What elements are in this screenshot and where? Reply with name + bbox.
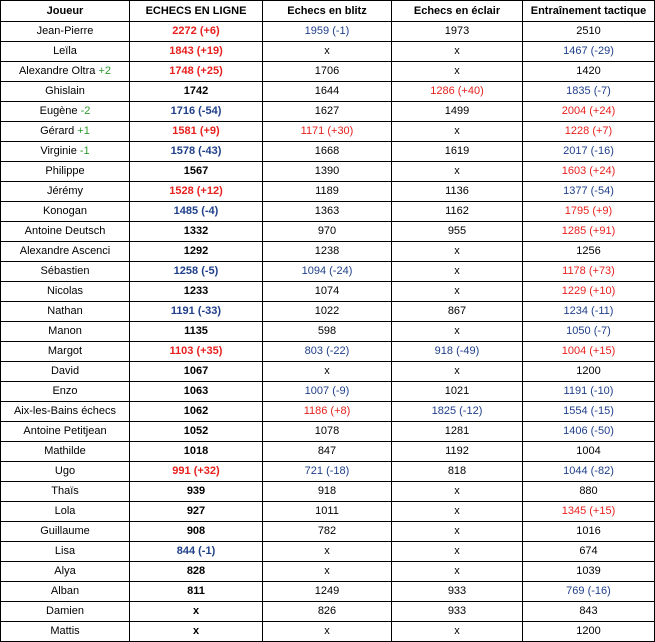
player-cell [1,562,130,582]
eclair-rating: x [392,262,523,282]
eclair-rating: 933 [392,602,523,622]
eclair-rating: 1619 [392,142,523,162]
online-rating: 908 [130,522,263,542]
player-cell [1,522,130,542]
eclair-rating: x [392,522,523,542]
tactique-rating: 1406 (-50) [523,422,655,442]
rank-change: -2 [80,105,91,117]
table-row [1,102,655,122]
player-cell [1,482,130,502]
table-row [1,62,655,82]
player-name: Aix-les-Bains échecs [13,405,117,417]
tactique-rating: 1228 (+7) [523,122,655,142]
blitz-rating: 1007 (-9) [263,382,392,402]
eclair-rating: 1286 (+40) [392,82,523,102]
eclair-rating: 1162 [392,202,523,222]
table-row [1,462,655,482]
player-name: Lisa [54,545,76,557]
table-row [1,482,655,502]
player-cell [1,362,130,382]
player-name: Leïla [53,45,77,57]
blitz-rating: 1363 [263,202,392,222]
tactique-rating: 1229 (+10) [523,282,655,302]
header-blitz: Echecs en blitz [263,1,392,22]
table-row [1,602,655,622]
online-rating: 991 (+32) [130,462,263,482]
blitz-rating: 1238 [263,242,392,262]
table-row [1,622,655,642]
player-cell [1,42,130,62]
header-tactique: Entraînement tactique [523,1,655,22]
eclair-rating: x [392,162,523,182]
table-row [1,302,655,322]
online-rating: 1191 (-33) [130,302,263,322]
table-row [1,582,655,602]
player-cell [1,322,130,342]
table-row [1,402,655,422]
player-name: Alya [54,565,76,577]
header-row [1,1,655,22]
blitz-rating: 970 [263,222,392,242]
tactique-rating: 843 [523,602,655,622]
player-name: Konogan [42,205,88,217]
blitz-rating: 1011 [263,502,392,522]
player-cell [1,402,130,422]
blitz-rating: 1668 [263,142,392,162]
blitz-rating: 1189 [263,182,392,202]
online-rating: 1716 (-54) [130,102,263,122]
player-cell [1,162,130,182]
eclair-rating: x [392,242,523,262]
eclair-rating: x [392,482,523,502]
blitz-rating: 1959 (-1) [263,22,392,42]
blitz-rating: 1390 [263,162,392,182]
eclair-rating: 1499 [392,102,523,122]
eclair-rating: x [392,62,523,82]
tactique-rating: 1200 [523,622,655,642]
blitz-rating: 1249 [263,582,392,602]
player-name: Sébastien [40,265,90,277]
tactique-rating: 1050 (-7) [523,322,655,342]
blitz-rating: 847 [263,442,392,462]
table-row [1,262,655,282]
tactique-rating: 1178 (+73) [523,262,655,282]
online-rating: 844 (-1) [130,542,263,562]
player-cell [1,542,130,562]
tactique-rating: 880 [523,482,655,502]
player-name: Jean-Pierre [36,25,94,37]
player-name: Eugène [39,105,78,117]
eclair-rating: x [392,562,523,582]
eclair-rating: x [392,502,523,522]
tactique-rating: 2510 [523,22,655,42]
table-row [1,502,655,522]
rank-change: +1 [77,125,90,137]
table-row [1,422,655,442]
blitz-rating: 1627 [263,102,392,122]
rank-change: +2 [98,65,112,77]
table-row [1,162,655,182]
table-body [1,22,655,642]
blitz-rating: x [263,362,392,382]
player-cell [1,622,130,642]
tactique-rating: 1795 (+9) [523,202,655,222]
online-rating: 811 [130,582,263,602]
tactique-rating: 1039 [523,562,655,582]
table-row [1,522,655,542]
player-name: Nathan [47,305,83,317]
player-cell [1,582,130,602]
eclair-rating: 1136 [392,182,523,202]
online-rating: 1742 [130,82,263,102]
table-row [1,182,655,202]
table-row [1,242,655,262]
tactique-rating: 1603 (+24) [523,162,655,182]
eclair-rating: 933 [392,582,523,602]
tactique-rating: 1200 [523,362,655,382]
player-name: Nicolas [46,285,84,297]
eclair-rating: 1281 [392,422,523,442]
table-row [1,562,655,582]
table-row [1,42,655,62]
blitz-rating: 1186 (+8) [263,402,392,422]
player-cell [1,202,130,222]
table-row [1,322,655,342]
player-cell [1,502,130,522]
blitz-rating: 598 [263,322,392,342]
player-cell [1,282,130,302]
tactique-rating: 1234 (-11) [523,302,655,322]
player-name: David [50,365,80,377]
eclair-rating: 1825 (-12) [392,402,523,422]
blitz-rating: 803 (-22) [263,342,392,362]
blitz-rating: 918 [263,482,392,502]
tactique-rating: 1004 (+15) [523,342,655,362]
table-row [1,222,655,242]
player-cell [1,222,130,242]
eclair-rating: x [392,322,523,342]
player-cell [1,82,130,102]
eclair-rating: x [392,362,523,382]
eclair-rating: 867 [392,302,523,322]
online-rating: 1103 (+35) [130,342,263,362]
player-name: Lola [54,505,76,517]
player-cell [1,62,130,82]
online-rating: 1067 [130,362,263,382]
table-row [1,122,655,142]
blitz-rating: 1706 [263,62,392,82]
player-name: Antoine Petitjean [23,425,107,437]
table-row [1,342,655,362]
online-rating: 939 [130,482,263,502]
player-name: Damien [46,605,84,617]
tactique-rating: 769 (-16) [523,582,655,602]
online-rating: 927 [130,502,263,522]
blitz-rating: 1074 [263,282,392,302]
table-row [1,542,655,562]
blitz-rating: 826 [263,602,392,622]
online-rating: 1018 [130,442,263,462]
player-name: Manon [48,325,82,337]
table-row [1,142,655,162]
eclair-rating: 955 [392,222,523,242]
player-name: Jérémy [46,185,84,197]
tactique-rating: 1016 [523,522,655,542]
player-cell [1,382,130,402]
online-rating: 1052 [130,422,263,442]
online-rating: 2272 (+6) [130,22,263,42]
online-rating: 1567 [130,162,263,182]
tactique-rating: 1345 (+15) [523,502,655,522]
player-name: Mathilde [44,445,86,457]
table-row [1,22,655,42]
online-rating: 1528 (+12) [130,182,263,202]
online-rating: x [130,622,263,642]
blitz-rating: 1171 (+30) [263,122,392,142]
online-rating: 1292 [130,242,263,262]
player-name: Enzo [52,385,78,397]
player-cell [1,142,130,162]
player-name: Alexandre Oltra [18,65,96,77]
eclair-rating: x [392,42,523,62]
blitz-rating: x [263,562,392,582]
eclair-rating: 818 [392,462,523,482]
table-row [1,382,655,402]
online-rating: 1135 [130,322,263,342]
blitz-rating: x [263,542,392,562]
online-rating: 1063 [130,382,263,402]
player-name: Virginie [40,145,77,157]
player-name: Alban [50,585,80,597]
blitz-rating: x [263,622,392,642]
online-rating: 1233 [130,282,263,302]
tactique-rating: 1004 [523,442,655,462]
online-rating: 1843 (+19) [130,42,263,62]
header-online: ECHECS EN LIGNE [130,1,263,22]
blitz-rating: 1644 [263,82,392,102]
player-name: Thaïs [51,485,79,497]
online-rating: 1332 [130,222,263,242]
player-cell [1,462,130,482]
tactique-rating: 2017 (-16) [523,142,655,162]
player-name: Alexandre Ascenci [19,245,111,257]
eclair-rating: x [392,122,523,142]
blitz-rating: 1078 [263,422,392,442]
tactique-rating: 1467 (-29) [523,42,655,62]
blitz-rating: x [263,42,392,62]
tactique-rating: 1256 [523,242,655,262]
header-eclair: Echecs en éclair [392,1,523,22]
player-name: Guillaume [40,525,90,537]
table-row [1,282,655,302]
eclair-rating: 1021 [392,382,523,402]
player-cell [1,602,130,622]
eclair-rating: 918 (-49) [392,342,523,362]
player-name: Ghislain [45,85,85,97]
online-rating: 1485 (-4) [130,202,263,222]
table-row [1,82,655,102]
table-row [1,202,655,222]
eclair-rating: x [392,622,523,642]
player-cell [1,182,130,202]
eclair-rating: 1973 [392,22,523,42]
online-rating: 1578 (-43) [130,142,263,162]
online-rating: 1062 [130,402,263,422]
player-cell [1,242,130,262]
tactique-rating: 1554 (-15) [523,402,655,422]
eclair-rating: 1192 [392,442,523,462]
online-rating: 1258 (-5) [130,262,263,282]
player-name: Margot [47,345,83,357]
player-cell [1,122,130,142]
player-name: Ugo [54,465,76,477]
eclair-rating: x [392,542,523,562]
tactique-rating: 1285 (+91) [523,222,655,242]
player-cell [1,442,130,462]
blitz-rating: 1094 (-24) [263,262,392,282]
blitz-rating: 721 (-18) [263,462,392,482]
player-cell [1,422,130,442]
player-name: Gérard [40,125,75,137]
player-name: Antoine Deutsch [24,225,106,237]
table-row [1,362,655,382]
player-cell [1,102,130,122]
online-rating: 828 [130,562,263,582]
player-cell [1,342,130,362]
eclair-rating: x [392,282,523,302]
tactique-rating: 1044 (-82) [523,462,655,482]
player-cell [1,22,130,42]
player-name: Philippe [45,165,85,177]
online-rating: 1748 (+25) [130,62,263,82]
tactique-rating: 1191 (-10) [523,382,655,402]
tactique-rating: 1835 (-7) [523,82,655,102]
blitz-rating: 782 [263,522,392,542]
online-rating: 1581 (+9) [130,122,263,142]
table-row [1,442,655,462]
online-rating: x [130,602,263,622]
rank-change: -1 [79,145,90,157]
tactique-rating: 1420 [523,62,655,82]
header-player: Joueur [1,1,130,22]
player-cell [1,302,130,322]
player-name: Mattis [50,625,80,637]
tactique-rating: 674 [523,542,655,562]
player-cell [1,262,130,282]
tactique-rating: 1377 (-54) [523,182,655,202]
tactique-rating: 2004 (+24) [523,102,655,122]
blitz-rating: 1022 [263,302,392,322]
